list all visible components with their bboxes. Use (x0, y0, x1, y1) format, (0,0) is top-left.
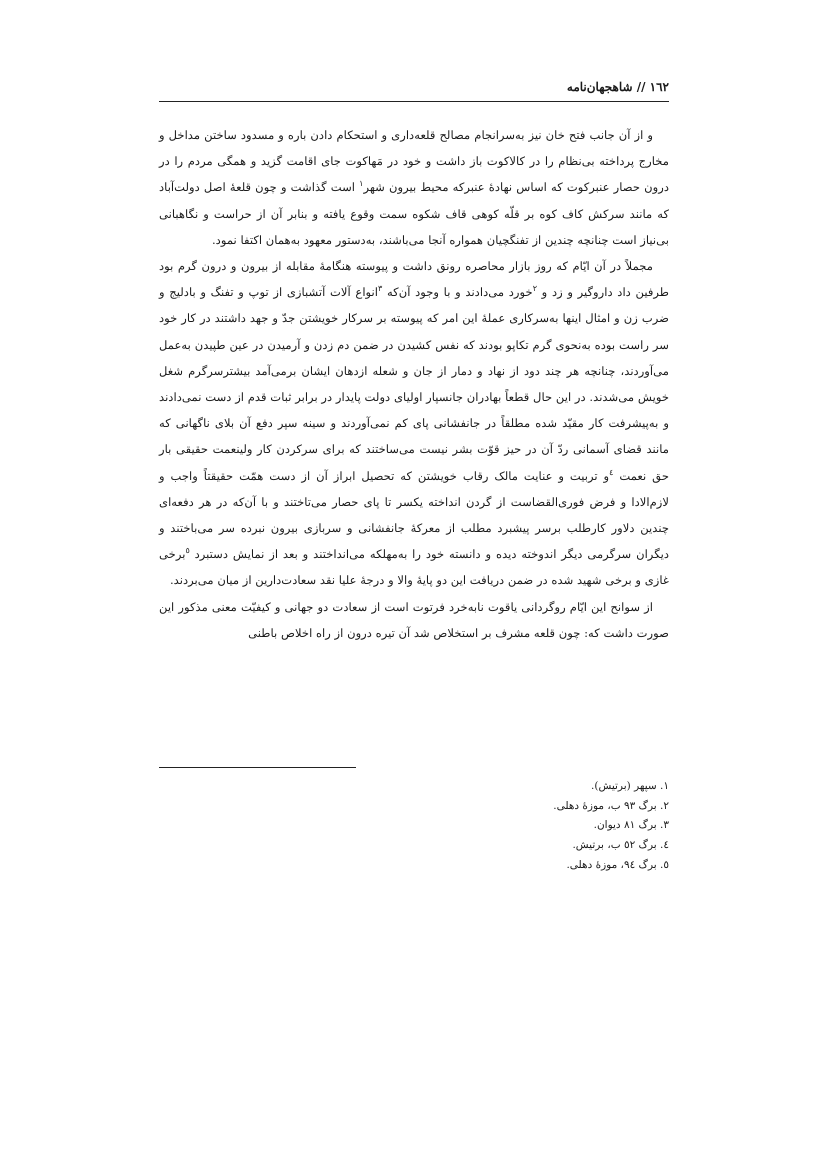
footnote-marker: ٤ (609, 467, 614, 477)
header-rule (159, 101, 669, 102)
footnote-item: ٤. برگ ٥٢ ب، برتیش. (572, 839, 669, 852)
paragraph-text: خورد می‌دادند و با وجود آن‌که (386, 285, 533, 300)
book-page (159, 0, 669, 1169)
paragraph-text: و تربیت و عنایت مالک رقاب خویشتن که تحصیل ابراز آن از دست همّت حقیقتاً واجب و لازم‌الادا و فرض فوری‌القضاست از گردن انداخته یکسر تا پای حصار می‌تاختند و با آن‌که در هر دفعه‌ای چندین دلاور کارطلب برسر پیشبرد مطلب از معرکهٔ جانفشانی و سربازی بیرون نبرده سر می‌باختند و دیگران سرگرمی دیگر اندوخته دیده و دانسته خود را به‌مهلکه می‌انداختند و بعد از نمایش دستبرد (159, 468, 669, 562)
footnote-marker: ٥ (185, 546, 190, 556)
paragraph-2 (159, 253, 669, 594)
paragraph-text: برخی غازی و برخی شهید شده در ضمن دریافت این دو پایهٔ والا و درجهٔ علیا نقد سعادت‌دارین از میان می‌بردند. (159, 547, 669, 588)
paragraph-text: انواع آلات آتشبازی از توپ و تفنگ و بادلیج و ضرب زن و امثال اینها به‌سرکاری عملهٔ این امر که پیوسته بر سرکار خویشتن جدّ و جهد داشتند در کار خود سر راست بوده به‌نحوی گرم تکاپو بودند که نفس کشیدن در ضمن دم زدن و آرمیدن در عین طپیدن به‌عمل می‌آوردند، چنانچه هر چند دود از نهاد و دمار از جان و شعله ازدهان ایشان برمی‌آمد بیشترسرگرم شغل خویش می‌شدند. در این حال قطعاً بهادران جانسپار اولیای دولت پایدار در برابر ثبات قدم از دست نمی‌دادند و به‌پیشرفت کار مقیّد شده مطلقاً در جانفشانی پای کم نمی‌آوردند و سینه سپر دفع آن بلای ناگهانی که مانند قضای آسمانی ردّ آن در حیز قوّت بشر نیست می‌ساختند که برای سرکردن کار ولینعمت حقیقی بار حق نعمت (159, 285, 669, 483)
footnote-marker: ٣ (377, 284, 383, 294)
main-text (159, 122, 669, 646)
footnote-marker: ٢ (532, 284, 537, 294)
footnote-rule (159, 767, 356, 768)
paragraph-1 (159, 122, 669, 253)
footnote-marker: ١ (359, 179, 364, 189)
footnote-item: ٥. برگ ٩٤، موزهٔ دهلی. (566, 858, 669, 871)
paragraph-text: و از آن جانب فتح خان نیز به‌سرانجام مصالح قلعه‌داری و استحکام دادن باره و مسدود ساختن مداخل و مخارج پرداخته بی‌نظام را در کالاکوت باز داشت و خود در مَهاکوت جای اقامت گزید و همگی مردم را در درون حصار عنبرکوت که اساس نهادهٔ عنبرکه محیط بیرون شهر (159, 128, 670, 195)
footnotes (159, 777, 669, 876)
paragraph-3 (159, 594, 669, 646)
footnote-item: ١. سپهر (برتیش). (591, 780, 669, 792)
paragraph-text: از سوانح این ایّام روگردانی یاقوت نابه‌خرد فرتوت است از سعادت دو جهانی و کیفیّت معنی مذکور این صورت داشت که: چون قلعه مشرف بر استخلاص شد آن تیره درون از راه اخلاص باطنی (159, 599, 669, 640)
footnote-item: ٣. برگ ٨١ دیوان. (593, 819, 669, 832)
running-header: ١٦٢ // شاهجهان‌نامه (566, 80, 669, 94)
footnote-item: ٢. برگ ٩٣ ب، موزهٔ دهلی. (553, 799, 669, 812)
paragraph-text: مجملاً در آن ایّام که روز بازار محاصره رونق داشت و پیوسته هنگامهٔ مقابله از بیرون و درون گرم بود طرفین داد داروگیر و زد و (159, 259, 670, 300)
paragraph-text: است گذاشت و چون قلعهٔ اصل دولت‌آباد که مانند سرکش کاف کوه بر قلّه کوهی قاف شکوه سمت وقوع یافته و بنابر آن از حراست و نگاهبانی بی‌نیاز است چنانچه چندین از تفنگچیان همواره آنجا می‌باشند، به‌دستور معهود به‌همان اکتفا نمود. (159, 180, 669, 247)
